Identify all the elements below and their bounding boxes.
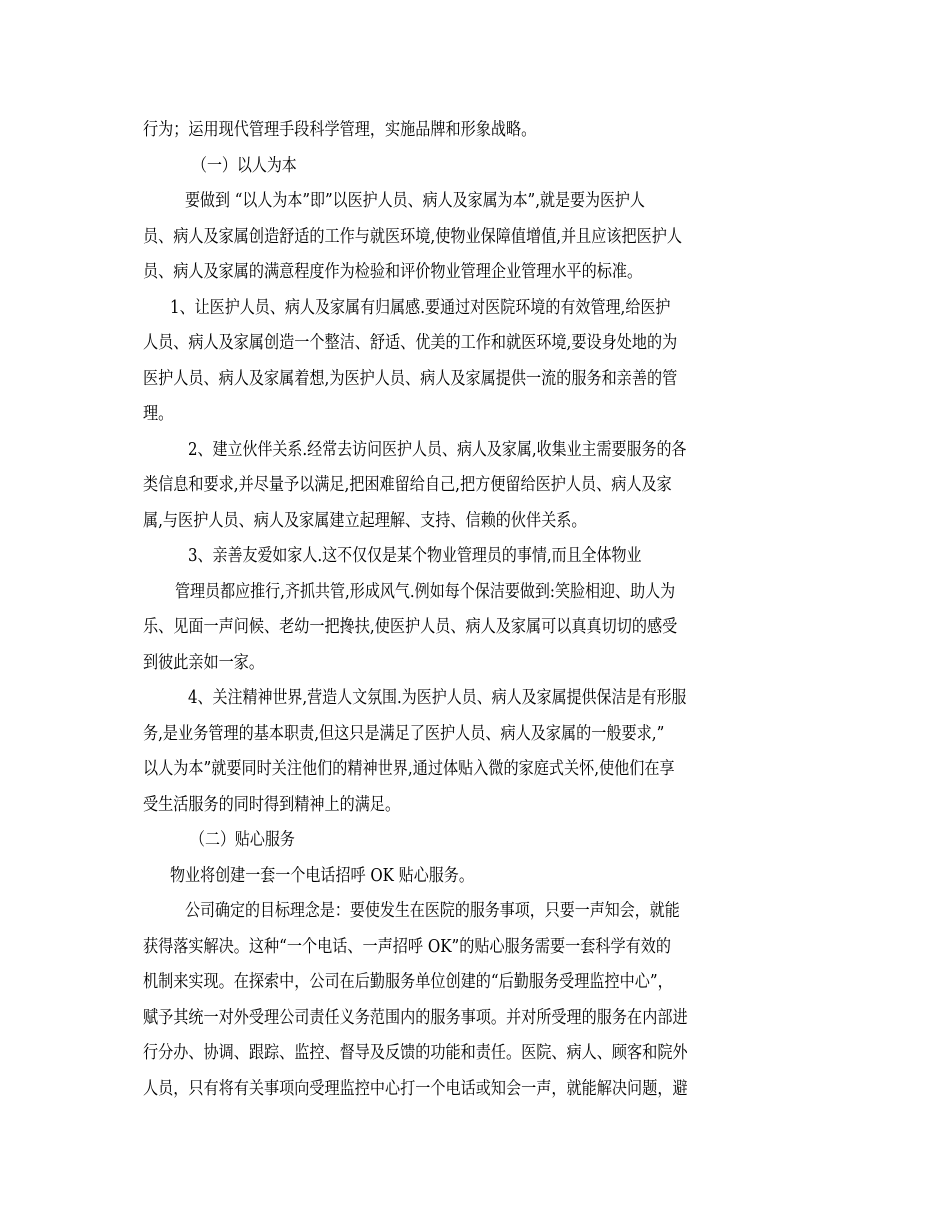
text-line: 到彼此亲如一家。	[143, 653, 265, 673]
text-line: 员、病人及家属创造舒适的工作与就医环境,使物业保障值增值,并且应该把医护人	[143, 227, 683, 247]
text-line: 公司确定的目标理念是：要使发生在医院的服务事项，只要一声知会，就能	[185, 901, 680, 921]
text-line: 乐、见面一声问候、老幼一把搀扶,使医护人员、病人及家属可以真真切切的感受	[143, 617, 678, 637]
text-line: 1、让医护人员、病人及家属有归属感.要通过对医院环境的有效管理,给医护	[170, 298, 671, 318]
text-line: 类信息和要求,并尽量予以满足,把困难留给自己,把方便留给医护人员、病人及家	[143, 475, 672, 495]
text-line: 务,是业务管理的基本职责,但这只是满足了医护人员、病人及家属的一般要求,”	[143, 724, 665, 744]
text-line: 行分办、协调、跟踪、监控、督导及反馈的功能和责任。医院、病人、顾客和院外	[143, 1043, 688, 1063]
text-line: 员、病人及家属的满意程度作为检验和评价物业管理企业管理水平的标准。	[143, 262, 643, 282]
text-line: 人员，只有将有关事项向受理监控中心打一个电话或知会一声，就能解决问题，避	[143, 1079, 688, 1099]
text-line: 获得落实解决。这种“一个电话、一声招呼 OK”的贴心服务需要一套科学有效的	[143, 937, 672, 957]
text-line: 赋予其统一对外受理公司责任义务范围内的服务事项。并对所受理的服务在内部进	[143, 1008, 688, 1028]
text-line: 3、亲善友爱如家人.这不仅仅是某个物业管理员的事情,而且全体物业	[188, 546, 642, 566]
section-heading-people-oriented: （一）以人为本	[192, 156, 297, 176]
section-heading-attentive-service: （二）贴心服务	[190, 830, 295, 850]
text-line: 以人为本”就要同时关注他们的精神世界,通过体贴入微的家庭式关怀,使他们在享	[143, 759, 675, 779]
text-line: 物业将创建一套一个电话招呼 OK 贴心服务。	[170, 866, 474, 886]
text-line: 属,与医护人员、病人及家属建立起理解、支持、信赖的伙伴关系。	[143, 511, 587, 531]
text-line: 机制来实现。在探索中，公司在后勤服务单位创建的“后勤服务受理监控中心”，	[143, 972, 673, 992]
text-line: 4、关注精神世界,营造人文氛围.为医护人员、病人及家属提供保洁是有形服	[188, 688, 687, 708]
text-line: 人员、病人及家属创造一个整洁、舒适、优美的工作和就医环境,要设身处地的为	[143, 333, 678, 353]
text-line: 要做到 “以人为本”即”以医护人员、病人及家属为本”,就是要为医护人	[185, 191, 645, 211]
text-line: 2、建立伙伴关系.经常去访问医护人员、病人及家属,收集业主需要服务的各	[188, 440, 687, 460]
text-line: 医护人员、病人及家属着想,为医护人员、病人及家属提供一流的服务和亲善的管	[143, 369, 678, 389]
text-line: 受生活服务的同时得到精神上的满足。	[143, 795, 401, 815]
text-line: 行为；运用现代管理手段科学管理，实施品牌和形象战略。	[143, 120, 537, 140]
text-line: 管理员都应推行,齐抓共管,形成风气.例如每个保洁要做到:笑脸相迎、助人为	[175, 582, 676, 602]
text-line: 理。	[143, 404, 174, 424]
